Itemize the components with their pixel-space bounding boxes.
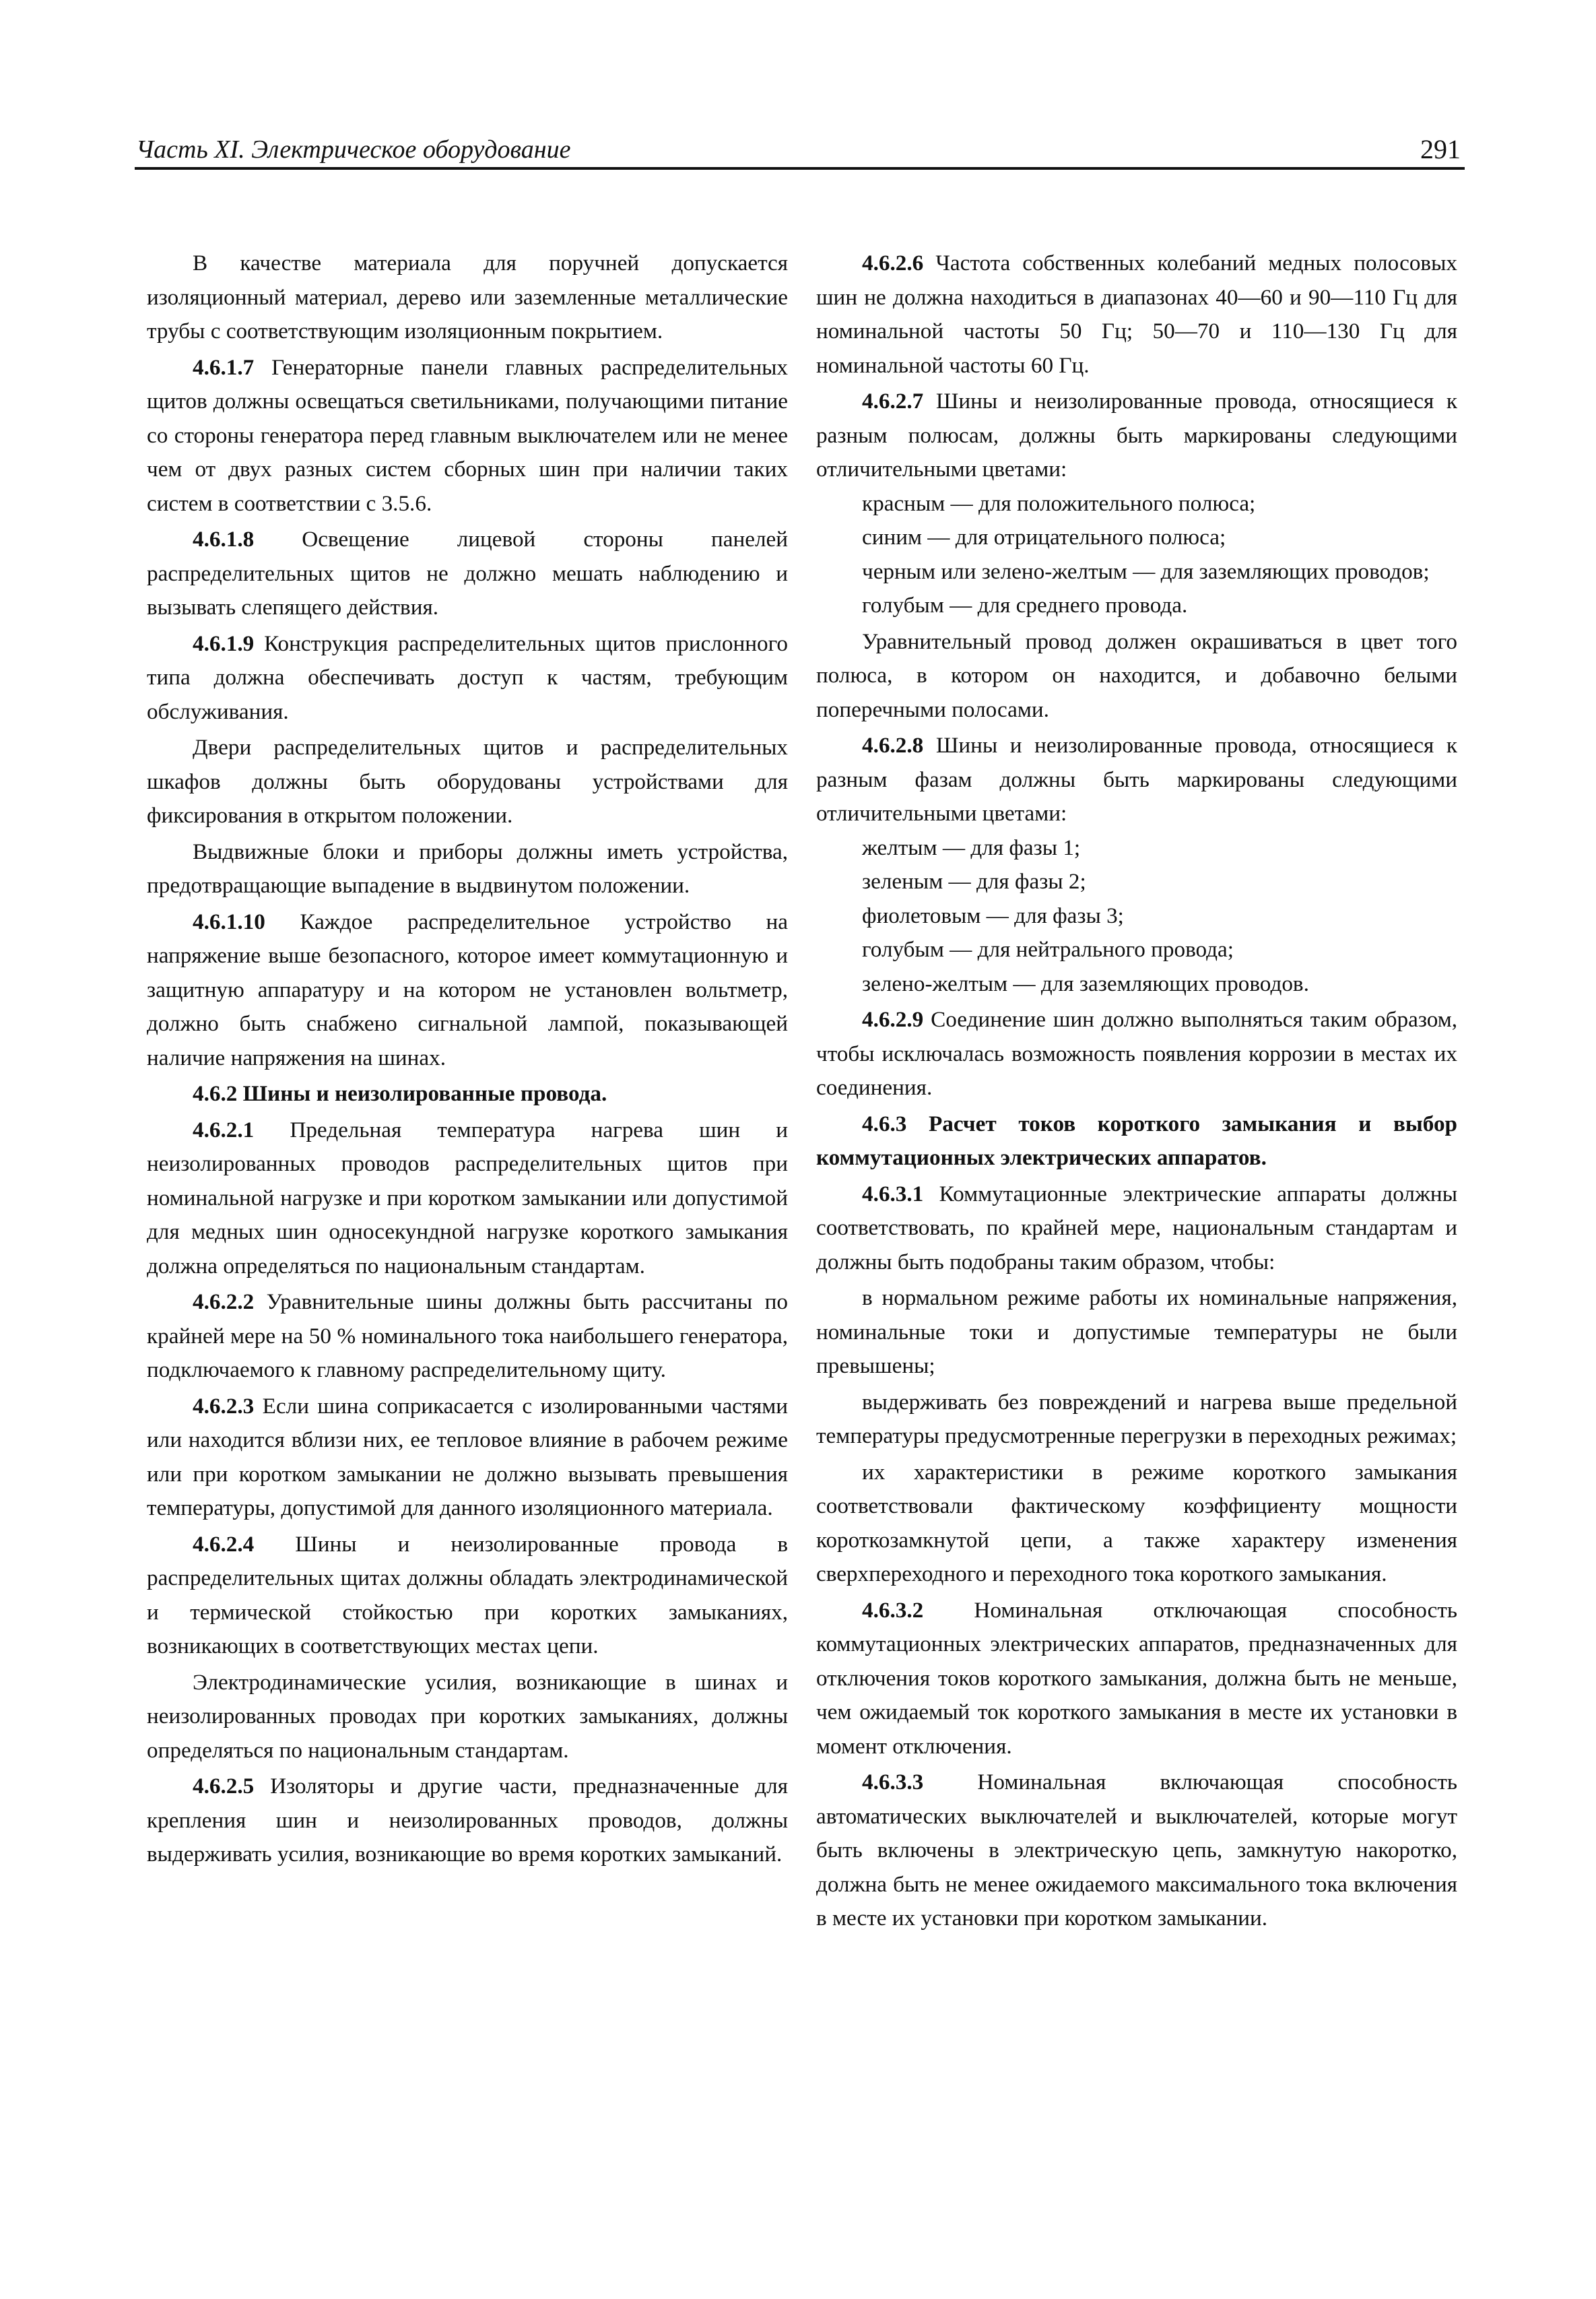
paragraph: 4.6.3.1 Коммутационные электрические аппараты должны соответствовать, по крайней мере, национальным стандартам и должны быть подобраны таким образом, чтобы: [816, 1181, 1457, 1274]
paragraph: В качестве материала для поручней допускается изоляционный материал, дерево или заземленные металлические трубы с соответствующим изоляционным покрытием. [147, 251, 788, 344]
paragraph: 4.6.2.6 Частота собственных колебаний медных полосовых шин не должна находиться в диапазонах 40—60 и 90—110 Гц для номинальной частоты 50 Гц; 50—70 и 110—130 Гц для номинальной частоты 60 Гц. [816, 251, 1457, 378]
section-heading: 4.6.3 Расчет токов короткого замыкания и выбор коммутационных электрических аппаратов. [816, 1111, 1457, 1170]
paragraph: Уравнительный провод должен окрашиваться в цвет того полюса, в котором он находится, и добавочно белыми поперечными полосами. [816, 628, 1457, 722]
paragraph: 4.6.3.3 Номинальная включающая способность автоматических выключателей и выключателей, которые могут быть включены в электрическую цепь, замкнутую накоротко, должна быть не менее ожидаемого максимального тока включения в месте их установки при коротком замыкании. [816, 1770, 1457, 1931]
page-header [135, 127, 1465, 170]
list-item: желтым — для фазы 1; [862, 835, 1081, 860]
list-item: голубым — для нейтрального провода; [862, 937, 1234, 962]
paragraph: 4.6.2.9 Соединение шин должно выполняться таким образом, чтобы исключалась возможность появления коррозии в местах их соединения. [816, 1007, 1457, 1100]
list-item: красным — для положительного полюса; [862, 490, 1256, 516]
right-column [816, 247, 1457, 1936]
paragraph: 4.6.2.4 Шины и неизолированные провода в распределительных щитах должны обладать электродинамической и термической стойкостью при коротких замыканиях, возникающих в соответствующих местах цепи. [147, 1531, 788, 1658]
page-number: 291 [1420, 134, 1461, 164]
list-item: зеленым — для фазы 2; [862, 869, 1086, 894]
left-column [147, 247, 788, 1872]
paragraph: Электродинамические усилия, возникающие в шинах и неизолированных проводах при коротких замыканиях, должны определяться по национальным стандартам. [147, 1669, 788, 1763]
running-header-title: Часть XI. Электрическое оборудование [136, 135, 571, 164]
paragraph: 4.6.1.10 Каждое распределительное устройство на напряжение выше безопасного, которое имеет коммутационную и защитную аппаратуру и на котором не установлен вольтметр, должно быть снабжено сигнальной лампой, показывающей наличие напряжения на шинах. [147, 909, 788, 1070]
list-item: их характеристики в режиме короткого замыкания соответствовали фактическому коэффициенту мощности короткозамкнутой цепи, а также характеру изменения сверхпереходного и переходного тока короткого замыкания. [816, 1459, 1457, 1586]
paragraph: 4.6.1.9 Конструкция распределительных щитов прислонного типа должна обеспечивать доступ к частям, требующим обслуживания. [147, 630, 788, 724]
paragraph: 4.6.2.8 Шины и неизолированные провода, относящиеся к разным фазам должны быть маркированы следующими отличительными цветами: [816, 733, 1457, 826]
paragraph: 4.6.2.1 Предельная температура нагрева шин и неизолированных проводов распределительных щитов при номинальной нагрузке и при коротком замыкании или допустимой для медных шин односекундной нагрузке короткого замыкания должна определяться по национальным стандартам. [147, 1117, 788, 1278]
list-item: фиолетовым — для фазы 3; [862, 903, 1124, 928]
paragraph: 4.6.1.7 Генераторные панели главных распределительных щитов должны освещаться светильниками, получающими питание со стороны генератора перед главным выключателем или не менее чем от двух разных систем сборных шин при наличии таких систем в соответствии с 3.5.6. [147, 354, 788, 516]
paragraph: Выдвижные блоки и приборы должны иметь устройства, предотвращающие выпадение в выдвинутом положении. [147, 839, 788, 898]
paragraph: 4.6.2.7 Шины и неизолированные провода, относящиеся к разным полюсам, должны быть маркированы следующими отличительными цветами: [816, 389, 1457, 482]
paragraph: Двери распределительных щитов и распределительных шкафов должны быть оборудованы устройствами для фиксирования в открытом положении. [147, 735, 788, 828]
paragraph: 4.6.2.5 Изоляторы и другие части, предназначенные для крепления шин и неизолированных проводов, должны выдерживать усилия, возникающие во время коротких замыканий. [147, 1774, 788, 1867]
list-item: выдерживать без повреждений и нагрева выше предельной температуры предусмотренные перегрузки в переходных режимах; [816, 1389, 1457, 1448]
section-heading: 4.6.2 Шины и неизолированные провода. [193, 1081, 607, 1106]
list-item: голубым — для среднего провода. [862, 593, 1188, 618]
paragraph: 4.6.2.3 Если шина соприкасается с изолированными частями или находится вблизи них, ее тепловое влияние в рабочем режиме или при коротком замыкании не должно вызывать превышения температуры, допустимой для данного изоляционного материала. [147, 1393, 788, 1520]
paragraph: 4.6.3.2 Номинальная отключающая способность коммутационных электрических аппаратов, предназначенных для отключения токов короткого замыкания, должна быть не меньше, чем ожидаемый ток короткого замыкания в месте их установки в момент отключения. [816, 1597, 1457, 1759]
list-item: черным или зелено-желтым — для заземляющих проводов; [862, 558, 1430, 584]
list-item: в нормальном режиме работы их номинальные напряжения, номинальные токи и допустимые температуры не были превышены; [816, 1285, 1457, 1378]
paragraph: 4.6.1.8 Освещение лицевой стороны панелей распределительных щитов не должно мешать наблюдению и вызывать слепящего действия. [147, 527, 788, 620]
list-item: синим — для отрицательного полюса; [862, 525, 1226, 550]
list-item: зелено-желтым — для заземляющих проводов. [862, 971, 1309, 996]
paragraph: 4.6.2.2 Уравнительные шины должны быть рассчитаны по крайней мере на 50 % номинального тока наибольшего генератора, подключаемого к главному распределительному щиту. [147, 1289, 788, 1382]
